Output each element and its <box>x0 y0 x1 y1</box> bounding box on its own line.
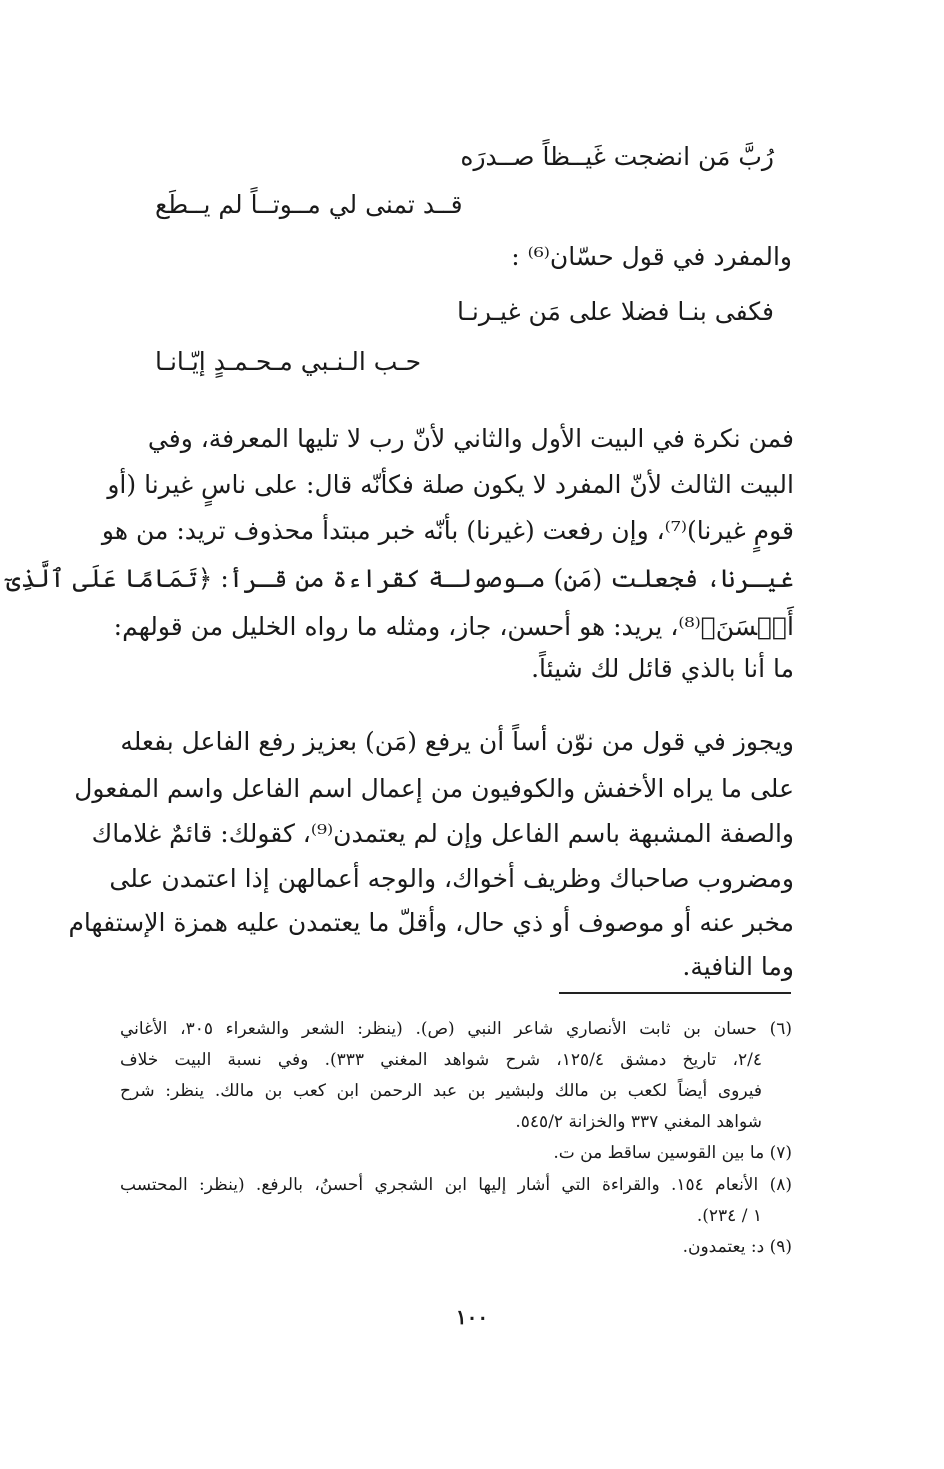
page-number: ١٠٠ <box>455 1305 489 1329</box>
footnote-6-line-3: فيروى أيضاً لكعب بن مالك ولبشير بن عبد الرحمن ابن كعب بن مالك. ينظر: شرح <box>120 1081 762 1101</box>
paragraph-2-line-2: على ما يراه الأخفش والكوفيون من إعمال اسم الفاعل واسم المفعول <box>74 774 794 803</box>
paragraph-1-line-6: ما أنا بالذي قائل لك شيئاً. <box>531 654 794 683</box>
paragraph-1-line-1: فمن نكرة في البيت الأول والثاني لأنّ رب لا تليها المعرفة، وفي <box>147 424 794 453</box>
footnote-separator <box>559 992 791 994</box>
verse-line-4: حـب الـنـبي مـحـمـدٍ إيّـانـا <box>155 347 422 376</box>
paragraph-2-line-3: والصفة المشبهة باسم الفاعل وإن لم يعتمدن⁽⁹⁾، كقولك: قائمٌ غلاماك <box>91 819 794 848</box>
footnote-6-line-4: شواهد المغني ٣٣٧ والخزانة ٥٤٥/٢. <box>515 1112 762 1132</box>
paragraph-1-line-4: غيـرنا، فجعلت (مَن) مـوصولـة كقراءة من قـرأ: ﴿تَمَامًا عَلَى ٱلَّذِىٓ <box>6 564 794 593</box>
paragraph-1-line-5: أَحۡسَنَ﴾⁽⁸⁾، يريد: هو أحسن، جاز، ومثله ما رواه الخليل من قولهم: <box>113 612 794 641</box>
verse-line-3: فكفى بنـا فضلا على مَن غيـرنـا <box>456 297 774 326</box>
footnote-8-line-2: ١ / ٢٣٤). <box>696 1206 762 1226</box>
footnote-6-line-2: ٢/٤، تاريخ دمشق ١٢٥/٤، شرح شواهد المغني ٣٣٣). وفي نسبة البيت خلاف <box>120 1050 762 1070</box>
paragraph-2-line-6: وما النافية. <box>682 952 794 981</box>
verse-intro-line: والمفرد في قول حسّان⁽⁶⁾ : <box>511 242 792 271</box>
verse-line-1: رُبَّ مَن انضجت غَيــظاً صــدرَه <box>460 142 774 171</box>
footnote-7: (٧) ما بين القوسين ساقط من ت. <box>553 1143 792 1163</box>
paragraph-2-line-1: ويجوز في قول من نوّن أساً أن يرفع (مَن) بعزيز رفع الفاعل بفعله <box>120 727 794 756</box>
paragraph-1-line-2: البيت الثالث لأنّ المفرد لا يكون صلة فكأنّه قال: على ناسٍ غيرنا (أو <box>107 470 794 499</box>
paragraph-2-line-5: مخبر عنه أو موصوف أو ذي حال، وأقلّ ما يعتمدن عليه همزة الإستفهام <box>68 908 794 937</box>
footnote-6-line-1: (٦) حسان بن ثابت الأنصاري شاعر النبي (ص). (ينظر: الشعر والشعراء ٣٠٥، الأغاني <box>120 1019 793 1039</box>
footnote-8-line-1: (٨) الأنعام ١٥٤. والقراءة التي أشار إليها ابن الشجري أحسنُ، بالرفع. (ينظر: المحتسب <box>120 1175 792 1195</box>
paragraph-1-line-3: قومٍ غيرنا)⁽⁷⁾، وإن رفعت (غيرنا) بأنّه خبر مبتدأ محذوف تريد: من هو <box>101 516 794 545</box>
footnote-9: (٩) د: يعتمدون. <box>682 1237 792 1257</box>
paragraph-2-line-4: ومضروب صاحباك وظريف أخواك، والوجه أعمالهن إذا اعتمدن على <box>109 864 794 893</box>
verse-line-2: قــد تمنى لي مــوتــاً لم يــطَع <box>155 190 463 219</box>
